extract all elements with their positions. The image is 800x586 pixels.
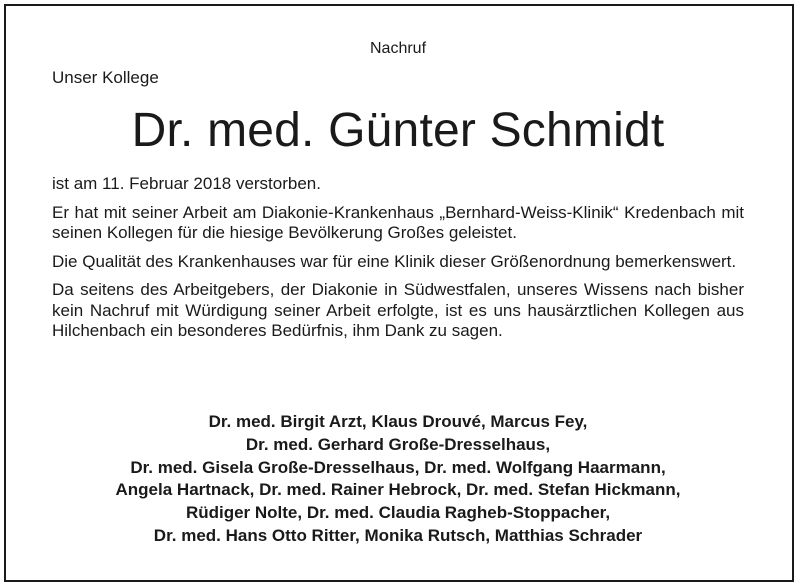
signer-line: Angela Hartnack, Dr. med. Rainer Hebrock, Dr. med. Stefan Hickmann, [115, 480, 681, 500]
paragraph-quality: Die Qualität des Krankenhauses war für eine Klinik dieser Größenordnung bemerkenswert. [52, 251, 737, 271]
obituary-heading: Nachruf [369, 40, 427, 57]
signers-list [52, 411, 744, 548]
paragraph-death-date: ist am 11. Februar 2018 verstorben. [52, 174, 321, 193]
obituary-body [52, 174, 744, 350]
signer-line: Dr. med. Gisela Große-Dresselhaus, Dr. med. Wolfgang Haarmann, [130, 457, 666, 477]
intro-text: Unser Kollege [52, 68, 159, 87]
deceased-name: Dr. med. Günter Schmidt [131, 104, 665, 157]
signer-line: Dr. med. Gerhard Große-Dresselhaus, [245, 434, 551, 454]
paragraph-thanks: Da seitens des Arbeitgebers, der Diakonie in Südwestfalen, unseres Wissens nach bisher kein Nachruf mit Würdigung seiner Arbeit erfolgte, ist es uns hausärztlichen Kollegen aus Hilchenbach ein besonderes Bedürfnis, ihm Dank zu sagen. [52, 280, 744, 340]
signer-line: Rüdiger Nolte, Dr. med. Claudia Ragheb-Stoppacher, [185, 503, 611, 523]
paragraph-work: Er hat mit seiner Arbeit am Diakonie-Krankenhaus „Bernhard-Weiss-Klinik“ Kredenbach mit seinen Kollegen für die hiesige Bevölkerung Großes geleistet. [52, 202, 744, 242]
signer-line: Dr. med. Birgit Arzt, Klaus Drouvé, Marcus Fey, [208, 412, 588, 431]
signer-line: Dr. med. Hans Otto Ritter, Monika Rutsch, Matthias Schrader [153, 525, 643, 545]
